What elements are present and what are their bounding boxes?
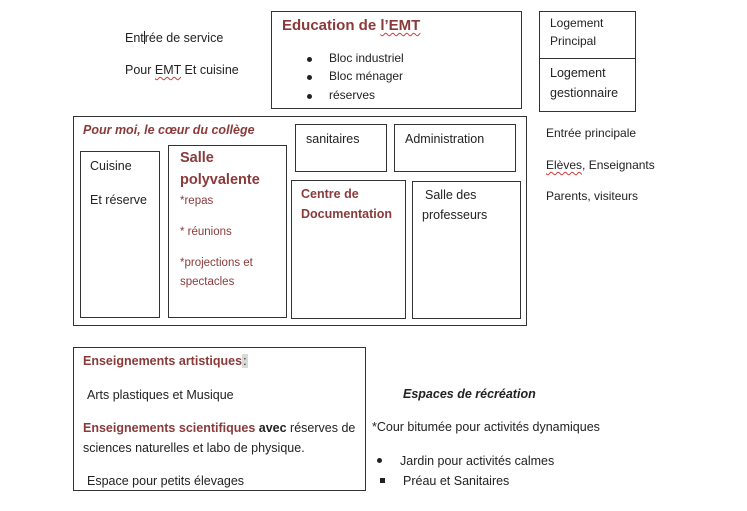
bullet-icon [307,94,312,99]
teachers-room-line1: Salle des [425,188,477,202]
bullet-icon [377,458,382,463]
main-entrance-students: Elèves, Enseignants [546,158,655,172]
square-bullet-icon [380,478,385,483]
hall-item: * réunions [180,226,232,238]
emt-item: Bloc industriel [329,51,404,65]
principal-housing-line2: Principal [550,34,597,48]
teachers-room-line2: professeurs [422,208,488,222]
sanitaires-label: sanitaires [306,132,360,146]
arts-title: Enseignements artistiques: [83,354,247,368]
administration-label: Administration [405,132,485,146]
emt-item: réserves [329,88,376,102]
service-entrance-note: Pour EMT Et cuisine [125,63,239,77]
principal-housing-box [539,11,636,59]
hall-item: spectacles [180,276,235,288]
principal-housing-line1: Logement [550,16,604,30]
service-entrance-label: Entrée de service [125,31,224,45]
documentation-center-box [291,180,406,319]
emt-item: Bloc ménager [329,69,404,83]
science-line2: sciences naturelles et labo de physique. [83,441,305,455]
breeding-space: Espace pour petits élevages [87,474,245,488]
sanitaires-box [295,124,387,172]
hall-title-line2: polyvalente [180,172,260,188]
kitchen-line1: Cuisine [90,159,132,173]
multipurpose-hall-box [168,145,287,318]
science-line1: Enseignements scientifiques avec réserves de [83,421,356,435]
kitchen-box [80,151,160,318]
teaching-box [73,347,366,491]
kitchen-line2: Et réserve [90,193,147,207]
bullet-icon [307,75,312,80]
recreation-title: Espaces de récréation [403,387,536,401]
college-heart-label: Pour moi, le cœur du collège [83,123,255,137]
hall-item: *repas [180,195,214,207]
cdi-line2: Documentation [301,207,392,221]
administration-box [394,124,516,172]
manager-housing-line1: Logement [550,66,606,80]
hall-item: *projections et [180,257,253,269]
arts-text: Arts plastiques et Musique [87,388,234,402]
main-entrance-visitors: Parents, visiteurs [546,189,639,203]
hall-title-line1: Salle [180,150,214,166]
cdi-line1: Centre de [301,187,359,201]
emt-title: Education de l’EMT [282,17,421,34]
bullet-icon [307,57,312,62]
teachers-room-box [412,181,521,319]
recreation-preau: Préau et Sanitaires [403,474,510,488]
recreation-garden: Jardin pour activités calmes [400,454,555,468]
manager-housing-box [539,58,636,112]
emt-education-box [271,11,522,109]
main-entrance-title: Entrée principale [546,126,637,140]
recreation-courtyard: *Cour bitumée pour activités dynamiques [372,420,600,434]
manager-housing-line2: gestionnaire [550,86,619,100]
